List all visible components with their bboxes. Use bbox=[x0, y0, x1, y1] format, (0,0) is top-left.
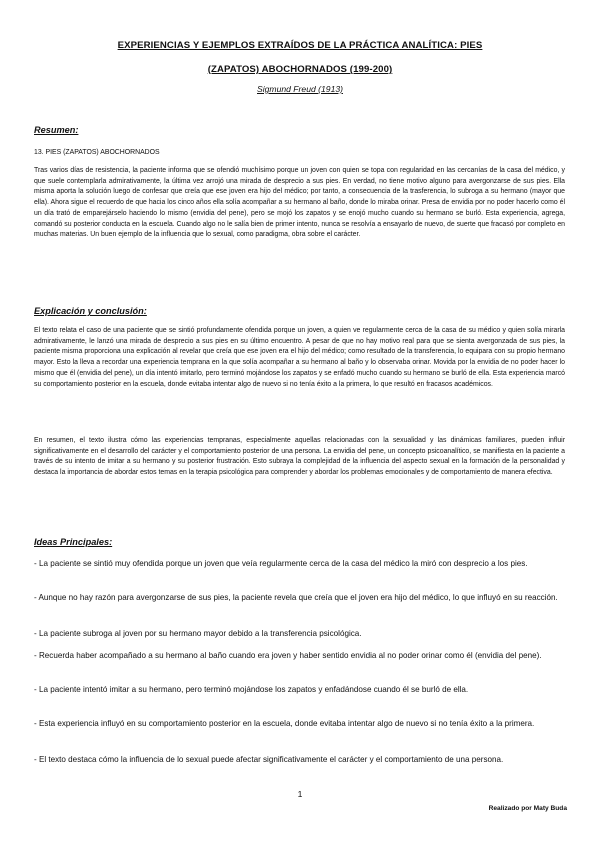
idea-item: - La paciente se sintió muy ofendida porque un joven que veía regularmente cerca de la casa del médico la miró con desprecio a los pies. bbox=[34, 559, 528, 568]
idea-item: - La paciente subroga al joven por su hermano mayor debido a la transferencia psicológica. bbox=[34, 629, 362, 638]
explanation-heading: Explicación y conclusión: bbox=[34, 306, 147, 316]
idea-item: - Recuerda haber acompañado a su hermano al baño cuando era joven y haber sentido envidia al no poder orinar como él (envidia del pene). bbox=[34, 651, 542, 660]
author-credit: Realizado por Maty Buda bbox=[488, 805, 567, 812]
document-author: Sigmund Freud (1913) bbox=[257, 84, 343, 94]
summary-text: Tras varios días de resistencia, la paciente informa que se ofendió muchísimo porque un joven con quien se topa con regularidad en las cercanías de la casa del médico, y que suele contemplarla admirativamente, la última vez arrojó una mirada de desprecio a sus pies. En verdad, no tiene motivo alguno para avergonzarse de sus pies. Ella misma aporta la solución luego de confesar que creía que ese joven era hijo del médico; por tanto, a consecuencia de la trasferencia, lo subroga a su hermano (mayor que ella). Ahora sigue el recuerdo de que hacia los cinco años ella solía acompañar a su hermano al baño, donde lo miraba orinar. Presa de envidia por no poder hacerlo como él un día trató de emparejárselo haciendo lo mismo (envidia del pene), pero se mojó los zapatos y se enojó mucho cuando su hermano se burló. Esta experiencia, agrega, comandó su posterior conducta en la escuela. Cuando algo no le salía bien de primer intento, nunca se resolvía a ensayarlo de nuevo, de suerte que fracasó por completo en muchas materias. Un buen ejemplo de la influencia que lo sexual, como paradigma, obra sobre el carácter. bbox=[34, 167, 565, 239]
ideas-heading: Ideas Principales: bbox=[34, 537, 113, 547]
summary-heading: Resumen: bbox=[34, 125, 79, 135]
idea-item: - La paciente intentó imitar a su hermano, pero terminó mojándose los zapatos y enfadándose cuando él se burló de ella. bbox=[34, 685, 469, 694]
idea-item: - Esta experiencia influyó en su comportamiento posterior en la escuela, donde evitaba intentar algo de nuevo si no tenía éxito a la primera. bbox=[34, 719, 535, 728]
idea-item: - El texto destaca cómo la influencia de lo sexual puede afectar significativamente el carácter y el comportamiento de una persona. bbox=[34, 755, 504, 764]
explanation-paragraph-2: En resumen, el texto ilustra cómo las experiencias tempranas, especialmente aquellas relacionadas con la sexualidad y las dinámicas familiares, pueden influir significativamente en el desarrollo del carácter y el comportamiento posterior de una persona. La envidia del pene, un concepto psicoanalítico, se manifiesta en la paciente a través de su intento de imitar a su hermano y su posterior frustración. Esto subraya la complejidad de la influencia del aspecto sexual en la formación de la personalidad y destaca la importancia de abordar estos temas en la terapia psicológica para comprender y abordar los problemas emocionales y de comportamiento de manera efectiva. bbox=[34, 437, 565, 477]
document-title-line-1: EXPERIENCIAS Y EJEMPLOS EXTRAÍDOS DE LA PRÁCTICA ANALÍTICA: PIES bbox=[117, 40, 483, 51]
summary-subheading: 13. PIES (ZAPATOS) ABOCHORNADOS bbox=[34, 149, 160, 156]
idea-item: - Aunque no hay razón para avergonzarse de sus pies, la paciente revela que creía que el joven era hijo del médico, lo que influyó en su reacción. bbox=[34, 593, 558, 602]
page-number: 1 bbox=[297, 789, 303, 799]
explanation-paragraph-1: El texto relata el caso de una paciente que se sintió profundamente ofendida porque un joven, a quien ve regularmente cerca de la casa de su médico y quien solía mirarla admirativamente, le lanzó una mirada de desprecio a sus pies en su último encuentro. A pesar de que no hay motivo real para que se sienta avergonzada de sus pies, la paciente misma proporciona una explicación al revelar que creía que ese joven era el hijo del médico; como resultado de la transferencia, lo equipara con su propio hermano mayor. Esto la lleva a recordar una experiencia temprana en la que solía acompañar a su hermano al baño y lo observaba orinar. Movida por la envidia de no poder hacer lo mismo que él (envidia del pene), un día intentó imitarlo, pero terminó mojándose los zapatos y se enfadó mucho cuando su hermano se burló de ella. Esta experiencia marcó su comportamiento posterior en la escuela, donde evitaba intentar algo de nuevo si no tenía éxito a la primera, lo que resultó en fracasos académicos. bbox=[34, 327, 565, 388]
document-title-line-2: (ZAPATOS) ABOCHORNADOS (199-200) bbox=[207, 64, 393, 75]
